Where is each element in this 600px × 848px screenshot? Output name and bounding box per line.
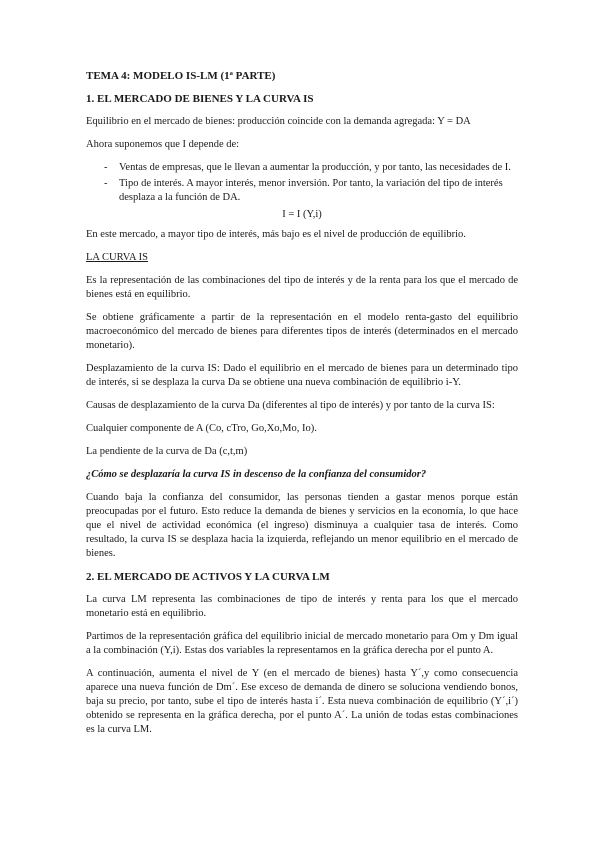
section-1-heading: 1. EL MERCADO DE BIENES Y LA CURVA IS: [86, 93, 314, 105]
document-title: TEMA 4: MODELO IS-LM (1ª PARTE): [86, 70, 276, 82]
is-curve-subheading: LA CURVA IS: [86, 252, 148, 263]
paragraph: Equilibrio en el mercado de bienes: producción coincide con la demanda agregada: Y = DA: [86, 116, 471, 127]
dash-bullet: -: [104, 162, 108, 173]
dependency-list: [86, 161, 518, 205]
dash-bullet: -: [104, 178, 108, 189]
paragraph: Desplazamiento de la curva IS: Dado el equilibrio en el mercado de bienes para un determinado tipo de interés, si se desplaza la curva Da se obtiene una nueva combinación de equilibrio i-Y.: [86, 363, 518, 388]
question-heading: ¿Cómo se desplazaría la curva IS in descenso de la confianza del consumidor?: [86, 469, 427, 480]
paragraph: La curva LM representa las combinaciones de tipo de interés y renta para los que el mercado monetario está en equilibrio.: [86, 594, 518, 619]
list-item-text: Ventas de empresas, que le llevan a aumentar la producción, y por tanto, las necesidades de I.: [119, 162, 511, 173]
investment-formula: I = I (Y,i): [282, 209, 322, 220]
section-2-heading: 2. EL MERCADO DE ACTIVOS Y LA CURVA LM: [86, 571, 330, 583]
paragraph: Causas de desplazamiento de la curva Da (diferentes al tipo de interés) y por tanto de la curva IS:: [86, 400, 495, 411]
list-item: [86, 177, 518, 205]
paragraph: Cuando baja la confianza del consumidor, las personas tienden a gastar menos porque están preocupadas por el futuro. Esto reduce la demanda de bienes y servicios en la economía, lo que hace que el nivel de actividad económica (el ingreso) disminuya a cualquier tasa de interés. Como resultado, la curva IS se desplaza hacia la izquierda, reflejando un menor equilibrio en el mercado de bienes.: [86, 492, 518, 559]
paragraph: A continuación, aumenta el nivel de Y (en el mercado de bienes) hasta Y´,y como consecuencia aparece una nueva función de Dm´. Ese exceso de demanda de dinero se soluciona vendiendo bonos, baja su precio, por tanto, sube el tipo de interés hasta i´. Esta nueva combinación de equilibrio (Y´,i´) obtenido se representa en la gráfica derecha, por el punto A´. La unión de todas estas combinaciones es la curva LM.: [86, 668, 518, 735]
paragraph: Se obtiene gráficamente a partir de la representación en el modelo renta-gasto del equilibrio macroeconómico del mercado de bienes para diferentes tipos de interés (determinados en el mercado monetario).: [86, 312, 518, 351]
paragraph: Es la representación de las combinaciones del tipo de interés y de la renta para los que el mercado de bienes está en equilibrio.: [86, 275, 518, 300]
document-page: [86, 69, 518, 746]
paragraph: Partimos de la representación gráfica del equilibrio inicial de mercado monetario para Om y Dm igual a la combinación (Y,i). Estas dos variables la representamos en la gráfica derecha por el punto A.: [86, 631, 518, 656]
paragraph: La pendiente de la curva de Da (c,t,m): [86, 446, 248, 457]
paragraph: En este mercado, a mayor tipo de interés, más bajo es el nivel de producción de equilibrio.: [86, 229, 466, 240]
list-item-text: Tipo de interés. A mayor interés, menor inversión. Por tanto, la variación del tipo de interés desplaza a la función de DA.: [119, 178, 503, 203]
paragraph: Ahora suponemos que I depende de:: [86, 139, 240, 150]
paragraph: Cualquier componente de A (Co, cTro, Go,Xo,Mo, Io).: [86, 423, 317, 434]
list-item: [86, 161, 518, 175]
